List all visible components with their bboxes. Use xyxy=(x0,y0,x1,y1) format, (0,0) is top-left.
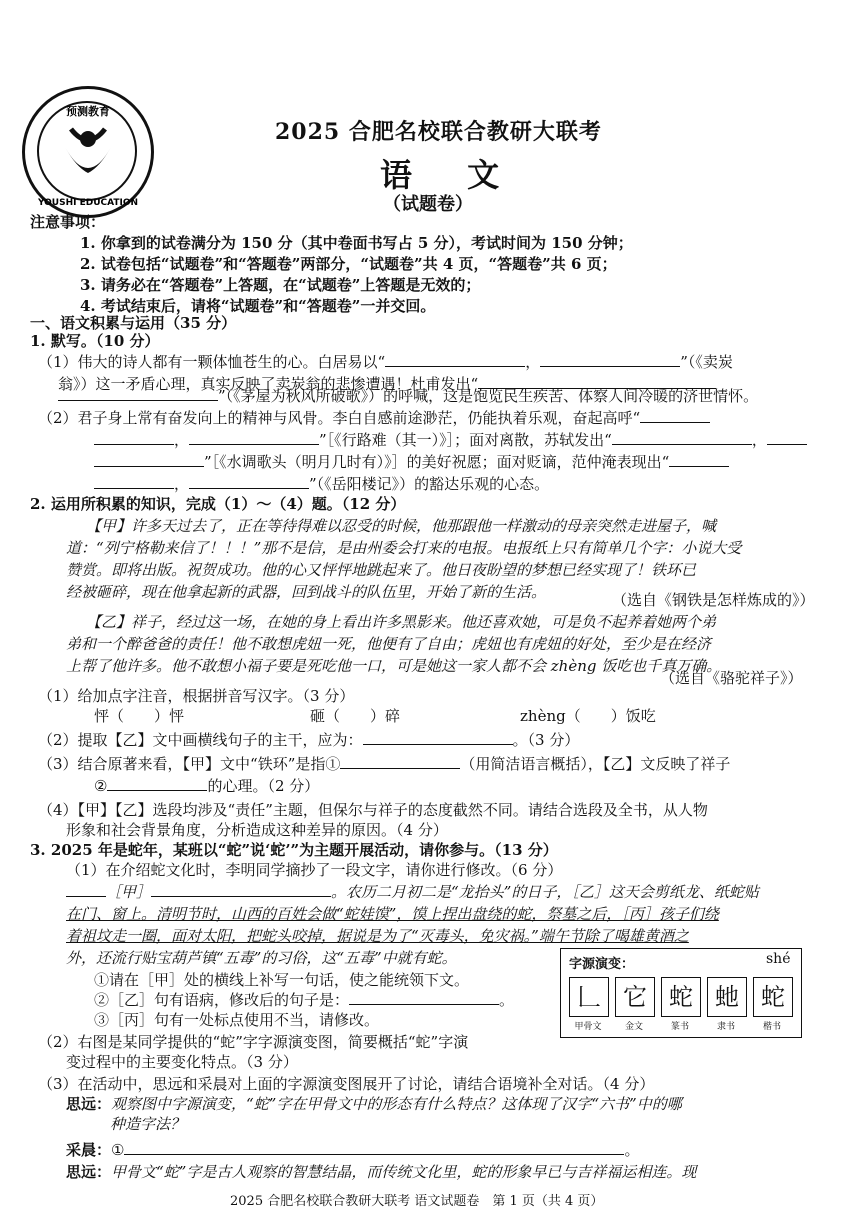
subquestion: 形象和社会背景角度，分析造成这种差异的原因。（4 分） xyxy=(66,821,448,839)
glyph-label: 隶书 xyxy=(716,1022,735,1032)
answer-blank[interactable] xyxy=(363,730,513,745)
answer-blank[interactable] xyxy=(94,430,174,445)
answer-blank[interactable] xyxy=(612,430,752,445)
q1-line: （2）君子身上常有奋发向上的精神与风骨。李白自感前途渺茫，仍能执着乐观，奋起高呼“ xyxy=(38,408,710,428)
glyph-oracle: 𠃊 xyxy=(569,977,609,1017)
q1-line: （1）伟大的诗人都有一颗体恤苍生的心。白居易以“ ， ”（《卖炭 xyxy=(38,353,733,371)
answer-blank[interactable] xyxy=(189,430,319,445)
subquestion: 变过程中的主要变化特点。（3 分） xyxy=(66,1053,298,1071)
question-title: 2. 运用所积累的知识，完成（1）～（4）题。（12 分） xyxy=(30,495,406,513)
passage-line: 【乙】祥子，经过这一场，在她的身上看出许多黑影来。他还喜欢她，可是负不起养着她两个弟 xyxy=(86,613,717,631)
answer-blank[interactable] xyxy=(540,352,680,367)
svg-text:YOUSHI EDUCATION: YOUSHI EDUCATION xyxy=(37,198,139,208)
subquestion: ③［丙］句有一处标点使用不当，请修改。 xyxy=(94,1011,380,1029)
passage-source: （选自《骆驼祥子》） xyxy=(660,669,803,687)
subquestion: （2）提取【乙】文中画横线句子的主干，应为： 。（3 分） xyxy=(38,731,580,749)
answer-blank[interactable] xyxy=(349,990,499,1005)
subquestion: （3）在活动中，思远和采晨对上面的字源演变图展开了讨论，请结合语境补全对话。（4 分） xyxy=(38,1075,655,1093)
answer-blank[interactable] xyxy=(94,452,204,467)
answer-blank[interactable] xyxy=(189,474,309,489)
subquestion: ①请在［甲］处的横线上补写一句话，使之能统领下文。 xyxy=(94,971,470,989)
page-footer: 2025 合肥名校联合教研大联考 语文试题卷 第 1 页（共 4 页） xyxy=(230,1194,604,1209)
glyph-label: 篆书 xyxy=(670,1022,689,1032)
dialogue-line: 思远：甲骨文“蛇”字是古人观察的智慧结晶，而传统文化里，蛇的形象早已与吉祥福运相连。现 xyxy=(66,1163,697,1181)
subquestion: （2）右图是某同学提供的“蛇”字字源演变图，简要概括“蛇”字演 xyxy=(38,1033,469,1051)
passage-line: 上帮了他许多。他不敢想小福子要是死吃他一口，可是她这一家人都不会 zhèng 饭吃也千真万确。 xyxy=(66,657,722,675)
exam-title: 2025 合肥名校联合教研大联考 xyxy=(275,119,602,145)
answer-blank[interactable] xyxy=(124,1140,624,1155)
seal-emblem-icon xyxy=(25,89,151,215)
glyph-clerical: 虵 xyxy=(707,977,747,1017)
notice-item: 2. 试卷包括“试题卷”和“答题卷”两部分，“试题卷”共 4 页，“答题卷”共 6 页； xyxy=(80,255,617,273)
q1-line: ”［《水调歌头（明月几时有）》］的美好祝愿；面对贬谪，范仲淹表现出“ xyxy=(94,452,729,472)
q1-line: ， ”（《岳阳楼记》）的豁达乐观的心态。 xyxy=(94,474,549,494)
q1-line: ”（《茅屋为秋风所破歌》）的呼喊，这是饱览民生疾苦、体察人间冷暖的济世情怀。 xyxy=(58,386,758,406)
notice-item: 4. 考试结束后，请将“试题卷”和“答题卷”一并交回。 xyxy=(80,297,436,315)
subquestion: （4）【甲】【乙】选段均涉及“责任”主题，但保尔与祥子的态度截然不同。请结合选段及全书，从人物 xyxy=(38,801,708,819)
notice-item: 1. 你拿到的试卷满分为 150 分（其中卷面书写占 5 分），考试时间为 150 分钟； xyxy=(80,234,633,252)
question-title: 3. 2025 年是蛇年，某班以“蛇”说‘蛇’”为主题开展活动，请你参与。（13 分） xyxy=(30,841,558,859)
passage-source: （选自《钢铁是怎样炼成的》） xyxy=(612,591,815,609)
subquestion: ②［乙］句有语病，修改后的句子是： 。 xyxy=(94,991,515,1009)
passage-line: 在门、窗上。清明节时，山西的百姓会做“蛇娃馍”，馍上捏出盘绕的蛇，祭墓之后，［丙］孩子们绕 xyxy=(66,905,719,923)
glyph-bronze: 它 xyxy=(615,977,655,1017)
answer-blank[interactable] xyxy=(669,452,729,467)
q1-line: 翁》）这一矛盾心理，真实反映了卖炭翁的悲惨遭遇！杜甫发出“ xyxy=(58,374,716,394)
answer-blank[interactable] xyxy=(107,776,207,791)
passage-line: 道：“列宁格勒来信了！！！”那不是信，是由州委会打来的电报。电报纸上只有简单几个字：小说大受 xyxy=(66,539,742,557)
pinyin-item[interactable]: 砸（ ）碎 xyxy=(310,707,401,725)
answer-blank[interactable] xyxy=(767,430,807,445)
question-title: 1. 默写。（10 分） xyxy=(30,332,160,350)
answer-blank[interactable] xyxy=(58,386,218,401)
subquestion: （1）在介绍蛇文化时，李明同学摘抄了一段文字，请你进行修改。（6 分） xyxy=(66,861,563,879)
svg-text:预测教育: 预测教育 xyxy=(66,105,110,118)
answer-blank[interactable] xyxy=(94,474,174,489)
passage-line: 外，还流行贴宝葫芦镇“五毒”的习俗，这“五毒”中就有蛇。 xyxy=(66,949,457,967)
answer-blank[interactable] xyxy=(151,882,331,897)
answer-blank[interactable] xyxy=(640,408,710,423)
pinyin-item[interactable]: zhèng（ ）饭吃 xyxy=(520,707,656,725)
passage-line: 弟和一个醉爸爸的责任！他不敢想虎妞一死，他便有了自由；虎妞也有虎妞的好处，至少是在经济 xyxy=(66,635,712,653)
answer-blank[interactable] xyxy=(340,754,460,769)
character-evolution-table xyxy=(560,948,802,1038)
dialogue-line: 采晨：① 。 xyxy=(66,1141,640,1159)
passage-line: 赞赏。即将出版。祝贺成功。他的心又怦怦地跳起来了。他日夜盼望的梦想已经实现了！铁环已 xyxy=(66,561,697,579)
notice-heading: 注意事项： xyxy=(30,213,106,231)
glyph-label: 金文 xyxy=(624,1022,643,1032)
school-logo-seal xyxy=(22,86,154,218)
notice-item: 3. 请务必在“答题卷”上答题，在“试题卷”上答题是无效的； xyxy=(80,276,481,294)
subject-title: 语 文 xyxy=(380,156,522,194)
dialogue-line: 种造字法？ xyxy=(110,1115,186,1133)
paper-type: （试题卷） xyxy=(383,194,473,215)
glyph-label: 楷书 xyxy=(762,1022,781,1032)
subquestion: （3）结合原著来看，【甲】文中“铁环”是指① （用简洁语言概括），【乙】文反映了祥子 xyxy=(38,755,731,773)
q1-line: ， ”［《行路难（其一）》］；面对离散，苏轼发出“ ， xyxy=(94,430,807,450)
passage-line: ［甲］ 。农历二月初二是“龙抬头”的日子，［乙］这天会剪纸龙、纸蛇贴 xyxy=(66,882,759,902)
dialogue-line: 思远：观察图中字源演变，“蛇”字在甲骨文中的形态有什么特点？这体现了汉字“六书”中的哪 xyxy=(66,1095,682,1113)
glyph-seal: 蛇 xyxy=(661,977,701,1017)
subquestion: ② 的心理。（2 分） xyxy=(94,777,320,795)
section-heading: 一、语文积累与运用（35 分） xyxy=(30,314,237,332)
passage-line: 【甲】许多天过去了，正在等待得难以忍受的时候，他那跟他一样激动的母亲突然走进屋子，喊 xyxy=(86,517,717,535)
subquestion: （1）给加点字注音，根据拼音写汉字。（3 分） xyxy=(38,687,355,705)
table-pinyin: shé xyxy=(766,951,791,967)
passage-line: 经被砸碎，现在他拿起新的武器，回到战斗的队伍里，开始了新的生活。 xyxy=(66,583,547,601)
table-title: 字源演变： xyxy=(569,957,635,972)
pinyin-item[interactable]: 怦（ ）怦 xyxy=(94,707,185,725)
glyph-label: 甲骨文 xyxy=(574,1022,602,1032)
glyph-regular: 蛇 xyxy=(753,977,793,1017)
answer-blank[interactable] xyxy=(385,352,525,367)
passage-line: 着祖坟走一圈，面对太阳，把蛇头咬掉，据说是为了“灭毒头，免灾祸。”端午节除了喝雄黄酒之 xyxy=(66,927,689,945)
